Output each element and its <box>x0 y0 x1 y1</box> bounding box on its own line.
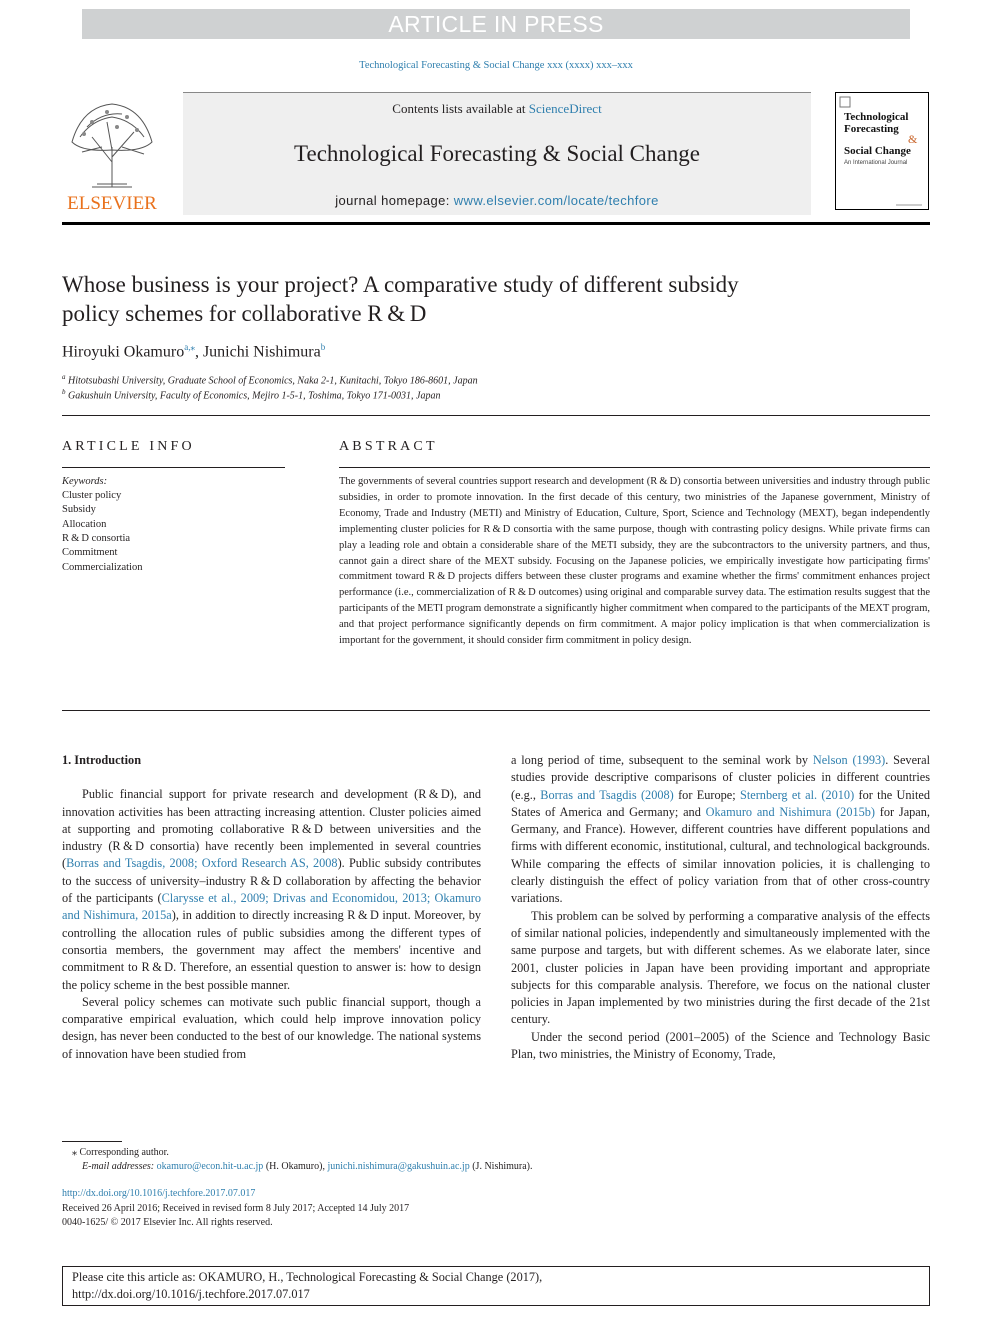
body-left-column <box>62 752 481 1063</box>
cite-this-article-box: Please cite this article as: OKAMURO, H., Technological Forecasting & Social Change (2017), http://dx.doi.org/10.1016/j.techfore.2017.07.017 <box>62 1266 930 1306</box>
paragraph: Under the second period (2001–2005) of the Science and Technology Basic Plan, two ministries, the Ministry of Economy, Trade, <box>511 1029 930 1062</box>
svg-text:Social Change: Social Change <box>844 145 911 157</box>
author-name[interactable]: Hiroyuki Okamuro <box>62 343 185 361</box>
article-in-press-banner: ARTICLE IN PRESS <box>82 9 910 39</box>
author-name[interactable]: Junichi Nishimura <box>202 343 321 361</box>
copyright: 0040-1625/ © 2017 Elsevier Inc. All rights reserved. <box>62 1217 273 1228</box>
citation-link[interactable]: Clarysse et al., 2009; Drivas and Economidou, 2013; Okamuro and Nishimura, 2015a <box>62 891 481 923</box>
elsevier-tree-icon <box>62 92 162 214</box>
divider <box>339 467 930 468</box>
affiliation-a: $^a$ Hitotsubashi University, Graduate School of Economics, Naka 2-1, Kunitachi, Tokyo 186-8601, Japan <box>62 373 478 387</box>
paragraph: This problem can be solved by performing a comparative analysis of the effects of similar national policies, independently and simultaneously implemented with the same purpose and targets, but with different schemes. As we elaborate later, since 2001, cluster policies in Japan have been providing important and appropriate subjects for this comparable analysis. Therefore, we focus on the national cluster policies in Japan implemented by two ministries during the first decade of the 21st century. <box>511 908 930 1027</box>
abstract-text: The governments of several countries support research and development (R & D) consortia between universities and industry through public subsidies, in order to promote innovation. In the first decade of this century, two ministries of the Japanese government, Ministry of Economy, Trade and Industry (METI) and Ministry of Education, Culture, Sport, Science and Technology (MEXT), began independently implementing cluster policies for R & D consortia with the same purpose, though with contrasting policy designs. While private firms can play a leading role and obtain a considerable share of the METI subsidy, they are the subcontractors to the university partners, and thus, cannot gain a direct share of the MEXT subsidy. Focusing on the Japanese policies, we empirically investigate how participating firms' commitment toward R & D projects differs between these cluster programs and examine whether the firms' commitment enhances project performance (i.e., commercialization of R & D outcomes) using original and comparable survey data. The estimation results suggest that the participants of the METI program demonstrate a significantly higher commitment when compared to the participants of the MEXT program, and that project performance significantly depends on firm commitment. A major policy implication is that when commercialization is important for the government, it should consider firm commitment in policy design. <box>339 476 930 647</box>
sciencedirect-link[interactable]: ScienceDirect <box>528 101 602 116</box>
svg-text:An International Journal: An International Journal <box>844 160 908 166</box>
doi-link[interactable]: http://dx.doi.org/10.1016/j.techfore.2017.07.017 <box>62 1188 256 1199</box>
paragraph: a long period of time, subsequent to the seminal work by Nelson (1993). Several studies provide descriptive comparisons of cluster policies in different countries (e.g., Borras and Tsagdis (2008) for Europe; Sternberg et al. (2010) for the United States of America and Germany; and Okamuro and Nishimura (2015b) for Japan, Germany, and France). However, different countries have different populations and firms with different economic, institutional, cultural, and technological backgrounds. While comparing the effects of similar innovation policies, it is challenging to clearly distinguish the effect of policy variation from that of other cross-country variations. <box>511 753 931 906</box>
elsevier-wordmark: ELSEVIER <box>67 193 157 214</box>
keywords-label: Keywords: <box>62 476 108 487</box>
email-link[interactable]: okamuro@econ.hit-u.ac.jp <box>156 1161 264 1172</box>
keyword: Commitment <box>62 547 118 558</box>
keyword: Subsidy <box>62 504 96 515</box>
citation-link[interactable]: Nelson (1993) <box>812 753 886 767</box>
received-dates: Received 26 April 2016; Received in revised form 8 July 2017; Accepted 14 July 2017 <box>62 1203 410 1214</box>
journal-title: Technological Forecasting & Social Change <box>294 141 700 166</box>
contents-line: Contents lists available at ScienceDirect <box>392 101 602 116</box>
svg-text:Forecasting: Forecasting <box>844 123 899 135</box>
author-list: Hiroyuki Okamuro$^{a,⁎}$, Junichi Nishimura$^b$ <box>62 342 326 361</box>
affiliation-ref[interactable]: b <box>320 342 326 352</box>
email-footnote: E-mail addresses: okamuro@econ.hit-u.ac.jp (H. Okamuro), junichi.nishimura@gakushuin.ac.jp (J. Nishimura). <box>82 1161 533 1172</box>
affiliation-ref[interactable]: a, <box>184 342 191 352</box>
citation-link[interactable]: Okamuro and Nishimura (2015b) <box>705 804 876 819</box>
keyword: Cluster policy <box>62 490 122 501</box>
citation-link[interactable]: Borras and Tsagdis, 2008; Oxford Research AS, 2008 <box>66 856 338 871</box>
paragraph: Several policy schemes can motivate such public financial support, though a comparative empirical evaluation, which could help improve innovation policy design, has never been conducted to the best of our knowledge. The national systems of innovation have been studied from <box>62 994 481 1061</box>
body-right-column <box>511 752 930 1063</box>
svg-text:Technological: Technological <box>844 111 909 123</box>
journal-homepage: journal homepage: www.elsevier.com/locate/techfore <box>335 193 659 208</box>
journal-cover-thumbnail <box>835 92 929 210</box>
citation-link[interactable]: Borras and Tsagdis (2008) <box>540 787 674 802</box>
corresponding-footnote: ⁎ Corresponding author. <box>72 1147 169 1158</box>
section-heading: 1. Introduction <box>62 753 142 767</box>
footnote-rule <box>62 1141 122 1142</box>
corresponding-ref[interactable]: ⁎ <box>190 342 195 352</box>
homepage-link[interactable]: www.elsevier.com/locate/techfore <box>453 193 659 208</box>
email-link[interactable]: junichi.nishimura@gakushuin.ac.jp <box>327 1161 470 1172</box>
keyword: Allocation <box>62 519 107 530</box>
divider <box>62 710 930 711</box>
affiliation-b: $^b$ Gakushuin University, Faculty of Economics, Mejiro 1-5-1, Toshima, Tokyo 171-0031, Japan <box>62 388 441 402</box>
svg-text:&: & <box>908 132 918 146</box>
article-info-heading: ARTICLE INFO <box>62 439 195 454</box>
journal-citation-link[interactable]: Technological Forecasting & Social Change xxx (xxxx) xxx–xxx <box>359 60 633 71</box>
cite-doi[interactable]: http://dx.doi.org/10.1016/j.techfore.2017.07.017 <box>72 1287 310 1301</box>
abstract-heading: ABSTRACT <box>339 439 438 454</box>
keyword: R & D consortia <box>62 533 131 544</box>
masthead-rule <box>62 222 930 225</box>
divider <box>62 415 930 416</box>
keyword: Commercialization <box>62 562 143 573</box>
paragraph: Public financial support for private research and development (R & D), and innovation activities has been attracting increasing attention. Cluster policies aimed at supporting and promoting collaborative R & D between universities and the industry (R & D consortia) have recently been implemented in several countries (Borras and Tsagdis, 2008; Oxford Research AS, 2008). Public subsidy contributes to the success of university–industry R & D collaboration by affecting the behavior of the participants (Clarysse et al., 2009; Drivas and Economidou, 2013; Okamuro and Nishimura, 2015a), in addition to directly increasing R & D input. Moreover, by controlling the allocation rules of public subsidies among the different types of consortia members, the government may affect the members' incentive and commitment to R & D. Therefore, an essential question to answer is: how to design the policy scheme in the best possible manner. <box>62 787 481 992</box>
article-title: Whose business is your project? A comparative study of different subsidy policy schemes for collaborative R & D <box>62 272 739 326</box>
citation-link[interactable]: Sternberg et al. (2010) <box>740 787 855 802</box>
elsevier-logo <box>62 92 162 214</box>
divider <box>62 467 285 468</box>
